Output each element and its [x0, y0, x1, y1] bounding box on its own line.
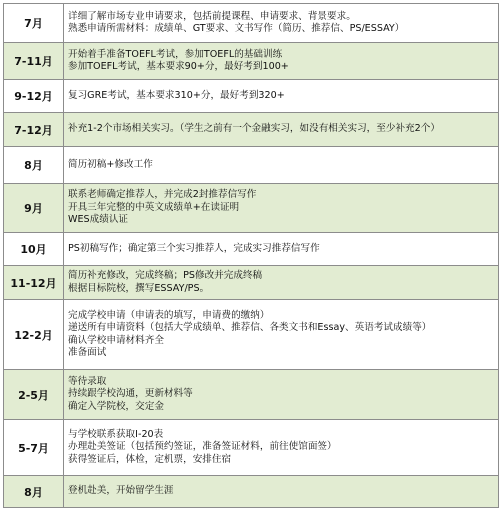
- timeline-row: [4, 300, 499, 370]
- description-line: 开始着手准备TOEFL考试，参加TOEFL的基础训练: [68, 48, 283, 60]
- description-cell: [64, 233, 499, 266]
- month-cell: 11-12月: [4, 266, 64, 300]
- description-line: 登机赴美，开始留学生涯: [68, 485, 174, 497]
- description-line: 确认学校申请材料齐全: [68, 334, 164, 346]
- description-line: 完成学校申请（申请表的填写，申请费的缴纳）: [68, 309, 270, 321]
- timeline-row: [4, 266, 499, 300]
- description-cell: [64, 266, 499, 300]
- description-line: 根据目标院校，撰写ESSAY/PS。: [68, 282, 210, 294]
- timeline-row: [4, 113, 499, 147]
- description-line: 熟悉申请所需材料：成绩单、GT要求、文书写作（简历、推荐信、PS/ESSAY）: [68, 23, 405, 34]
- description-cell: [64, 80, 499, 113]
- description-cell: [64, 147, 499, 184]
- description-line: WES成绩认证: [68, 214, 129, 226]
- description-line: 简历初稿+修改工作: [68, 158, 153, 170]
- month-cell: 7月: [4, 4, 64, 43]
- description-line: 办理赴美签证（包括预约签证，准备签证材料，前往使馆面签）: [68, 441, 337, 453]
- description-line: 与学校联系获取I-20表: [68, 428, 164, 440]
- description-line: 简历补充修改，完成终稿；PS修改并完成终稿: [68, 270, 263, 281]
- timeline-row: [4, 370, 499, 420]
- month-cell: 2-5月: [4, 370, 64, 420]
- timeline-row: [4, 233, 499, 266]
- timeline-body: [4, 4, 499, 508]
- month-cell: 12-2月: [4, 300, 64, 370]
- description-cell: [64, 420, 499, 476]
- description-line: 补充1-2个市场相关实习。（学生之前有一个金融实习，如没有相关实习，至少补充2个）: [68, 123, 440, 135]
- description-line: 等待录取: [68, 375, 107, 387]
- month-cell: 7-12月: [4, 113, 64, 147]
- timeline-row: [4, 420, 499, 476]
- month-cell: 9月: [4, 184, 64, 233]
- description-line: 准备面试: [68, 347, 107, 358]
- description-cell: [64, 476, 499, 508]
- timeline-row: [4, 80, 499, 113]
- month-cell: 10月: [4, 233, 64, 266]
- description-cell: [64, 113, 499, 147]
- description-cell: [64, 370, 499, 420]
- description-cell: [64, 184, 499, 233]
- timeline-row: [4, 43, 499, 80]
- month-cell: 9-12月: [4, 80, 64, 113]
- description-line: 递送所有申请资料（包括大学成绩单、推荐信、各类文书和Essay、英语考试成绩等）: [68, 322, 432, 333]
- description-line: 详细了解市场专业申请要求，包括前提课程、申请要求、背景要求。: [68, 10, 356, 22]
- description-cell: [64, 4, 499, 43]
- month-cell: 8月: [4, 476, 64, 508]
- month-cell: 5-7月: [4, 420, 64, 476]
- timeline-row: [4, 4, 499, 43]
- timeline-row: [4, 147, 499, 184]
- study-abroad-timeline-table: [3, 3, 499, 508]
- description-line: 开具三年完整的中英文成绩单+在读证明: [68, 201, 240, 213]
- month-cell: 7-11月: [4, 43, 64, 80]
- description-line: 持续跟学校沟通，更新材料等: [68, 388, 193, 400]
- description-line: PS初稿写作；确定第三个实习推荐人，完成实习推荐信写作: [68, 242, 320, 254]
- timeline-row: [4, 476, 499, 508]
- description-cell: [64, 300, 499, 370]
- month-cell: 8月: [4, 147, 64, 184]
- description-line: 确定入学院校，交定金: [68, 400, 164, 412]
- description-line: 复习GRE考试，基本要求310+分，最好考到320+: [68, 89, 285, 101]
- timeline-row: [4, 184, 499, 233]
- description-line: 获得签证后，体检，定机票，安排住宿: [68, 453, 232, 465]
- description-cell: [64, 43, 499, 80]
- description-line: 参加TOEFL考试，基本要求90+分，最好考到100+: [68, 61, 289, 72]
- description-line: 联系老师确定推荐人，并完成2封推荐信写作: [68, 189, 257, 201]
